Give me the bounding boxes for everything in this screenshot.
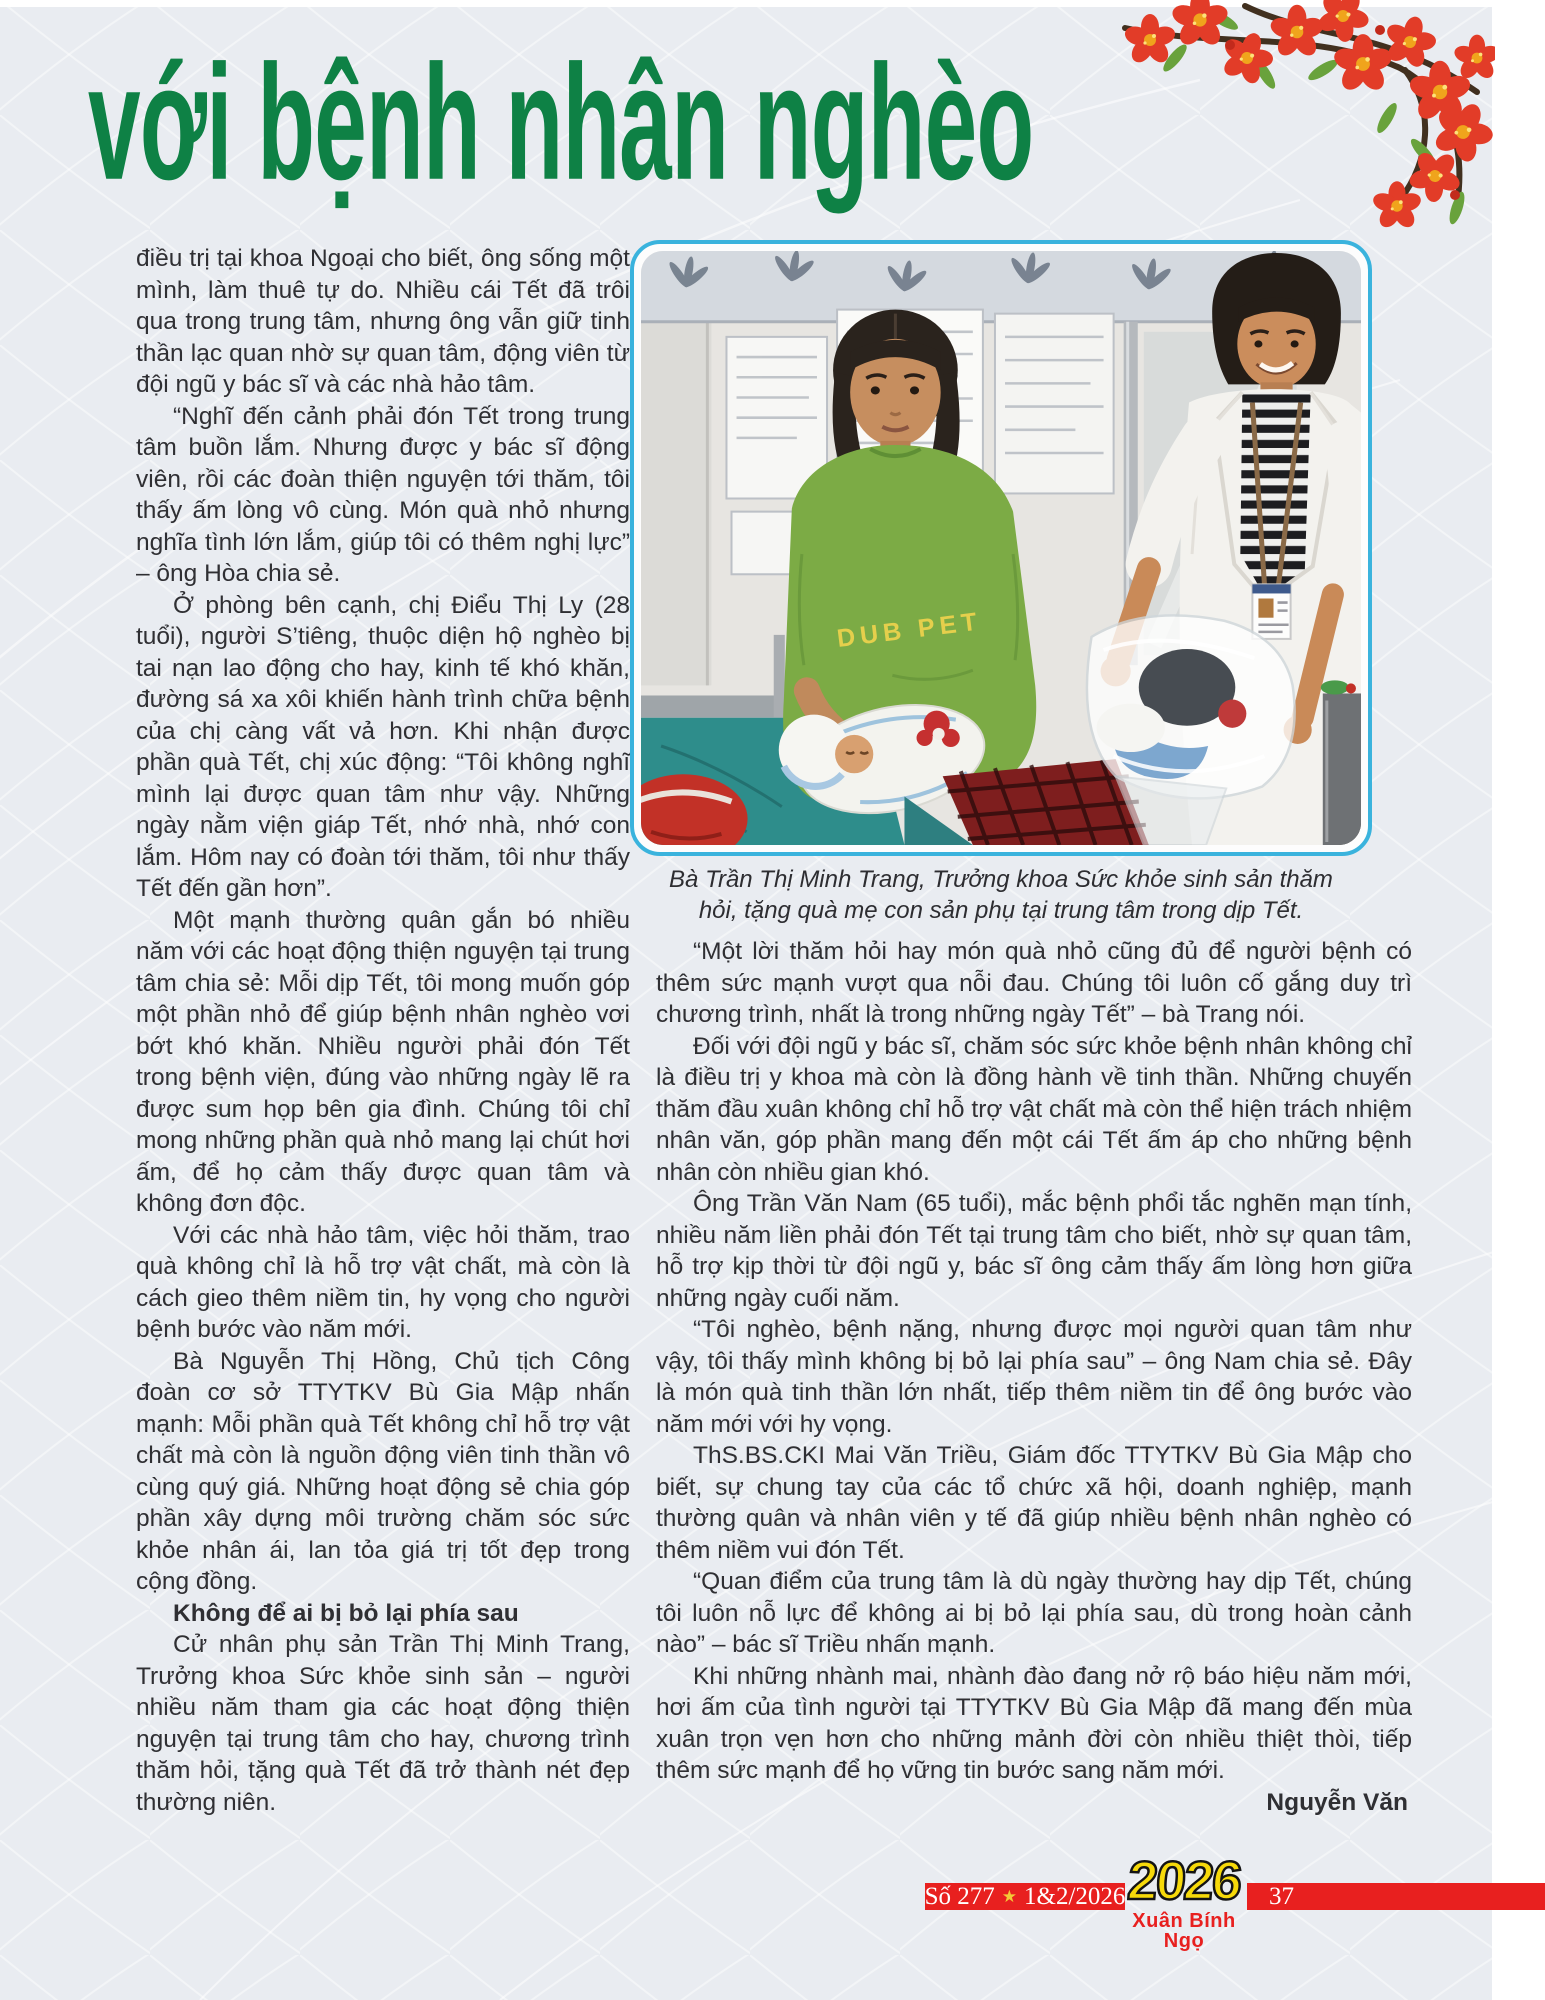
hospital-photo-illustration [641, 251, 1361, 845]
article-photo [630, 240, 1372, 856]
paragraph: “Quan điểm của trung tâm là dù ngày thường hay dịp Tết, chúng tôi luôn nỗ lực để không ai bị bỏ lại phía sau, dù trong hoàn cảnh nào” – bác sĩ Triều nhấn mạnh. [656, 1568, 1412, 1658]
paragraph: Bà Nguyễn Thị Hồng, Chủ tịch Công đoàn cơ sở TTYTKV Bù Gia Mập nhấn mạnh: Mỗi phần quà Tết không chỉ hỗ trợ vật chất mà còn là nguồn động viên tinh thần vô cùng quý giá. Những hoạt động sẻ chia góp phần xây dựng môi trường chăm sóc sức khỏe nhân ái, lan tỏa giá trị tốt đẹp trong cộng đồng. [136, 1347, 630, 1595]
peach-blossom-icon [1105, 0, 1495, 240]
photo-caption-text: Bà Trần Thị Minh Trang, Trưởng khoa Sức khỏe sinh sản thăm hỏi, tặng quà mẹ con sản phụ tại trung tâm trong dịp Tết. [669, 866, 1333, 924]
right-column-paragraphs [656, 936, 1412, 1787]
svg-text:DUB PET: DUB PET [835, 607, 984, 653]
paragraph: Cử nhân phụ sản Trần Thị Minh Trang, Trưởng khoa Sức khỏe sinh sản – người nhiều năm tham gia các hoạt động thiện nguyện tại trung tâm cho hay, chương trình thăm hỏi, tặng quà Tết đã trở thành nét đẹp thường niên. [136, 1631, 630, 1816]
author-byline: Nguyễn Văn [1266, 1788, 1408, 1816]
star-icon: ★ [1001, 1886, 1017, 1906]
year-logo-subtitle: Xuân Bính Ngọ [1132, 1910, 1236, 1952]
paragraph: “Một lời thăm hỏi hay món quà nhỏ cũng đủ để người bệnh có thêm sức mạnh vượt qua nỗi đau. Chúng tôi luôn cố gắng duy trì chương trình, nhất là trong những ngày Tết” – bà Trang nói. [656, 938, 1412, 1028]
paragraph: Một mạnh thường quân gắn bó nhiều năm với các hoạt động thiện nguyện tại trung tâm chia sẻ: Mỗi dịp Tết, tôi mong muốn góp một phần nhỏ để giúp bệnh nhân nghèo vơi bớt khó khăn. Nhiều người phải đón Tết trong bệnh viện, đúng vào những ngày lẽ ra được sum họp bên gia đình. Chúng tôi chỉ mong những phần quà nhỏ mang lại chút hơi ấm, để họ cảm thấy được quan tâm và không đơn độc. [136, 906, 630, 1217]
paragraph: điều trị tại khoa Ngoại cho biết, ông sống một mình, làm thuê tự do. Nhiều cái Tết đã trôi qua trong trung tâm, nhưng ông vẫn giữ tinh thần lạc quan nhờ sự quan tâm, động viên từ đội ngũ y bác sĩ và các nhà hảo tâm. [136, 245, 630, 398]
footer-page-bar [1247, 1883, 1545, 1910]
paragraph: Với các nhà hảo tâm, việc hỏi thăm, trao quà không chỉ là hỗ trợ vật chất, mà còn là cách gieo thêm niềm tin, hy vọng cho người bệnh bước vào năm mới. [136, 1221, 630, 1343]
article-left-column [136, 243, 630, 1818]
paragraph: Ông Trần Văn Nam (65 tuổi), mắc bệnh phổi tắc nghẽn mạn tính, nhiều năm liền phải đón Tết tại trung tâm cho biết, nhờ sự quan tâm, hỗ trợ kịp thời từ đội ngũ y, bác sĩ ông cảm thấy ấm lòng hơn giữa những ngày cuối năm. [656, 1190, 1412, 1312]
paragraph: Ở phòng bên cạnh, chị Điểu Thị Ly (28 tuổi), người S’tiêng, thuộc diện hộ nghèo bị tai nạn lao động cho hay, kinh tế khó khăn, đường sá xa xôi khiến hành trình chữa bệnh của chị càng vất vả hơn. Khi nhận được phần quà Tết, chị xúc động: “Tôi không nghĩ mình lại được quan tâm như vậy. Những ngày nằm viện giáp Tết, nhớ nhà, nhớ con lắm. Hôm nay có đoàn tới thăm, tôi như thấy Tết đến gần hơn”. [136, 591, 630, 902]
footer-issue-bar [925, 1883, 1125, 1910]
paragraph: Đối với đội ngũ y bác sĩ, chăm sóc sức khỏe bệnh nhân không chỉ là điều trị y khoa mà còn là đồng hành về tinh thần. Những chuyến thăm đầu xuân không chỉ hỗ trợ vật chất mà còn thể hiện trách nhiệm nhân văn, góp phần mang đến một cái Tết ấm áp cho những bệnh nhân còn nhiều gian khó. [656, 1032, 1412, 1186]
paragraph: “Tôi nghèo, bệnh nặng, nhưng được mọi người quan tâm như vậy, tôi thấy mình không bị bỏ lại phía sau” – ông Nam chia sẻ. Đây là món quà tinh thần lớn nhất, tiếp thêm niềm tin để ông bước vào năm mới với hy vọng. [656, 1316, 1412, 1438]
page-right-margin [1492, 0, 1545, 2000]
article-right-column [656, 936, 1412, 1818]
year-logo-text: 2026 [1125, 1851, 1243, 1911]
page-number: 37 [1269, 1882, 1294, 1910]
paragraph: “Nghĩ đến cảnh phải đón Tết trong trung tâm buồn lắm. Nhưng được y bác sĩ động viên, rồi các đoàn thiện nguyện tới thăm, tôi thấy ấm lòng vô cùng. Món quà nhỏ nhưng nghĩa tình lớn lắm, giúp tôi có thêm nghị lực” – ông Hòa chia sẻ. [136, 402, 630, 587]
paragraph: Khi những nhành mai, nhành đào đang nở rộ báo hiệu năm mới, hơi ấm của tình người tại TTYTKV Bù Gia Mập đã mang đến mùa xuân trọn vẹn hơn cho những mảnh đời còn nhiều thiệt thòi, tiếp thêm sức mạnh để họ vững tin bước sang năm mới. [656, 1662, 1412, 1784]
issue-number: Số 277 [924, 1882, 995, 1910]
paragraph: Không để ai bị bỏ lại phía sau [173, 1599, 519, 1627]
year-logo [1120, 1851, 1248, 1952]
issue-date: 1&2/2026 [1024, 1882, 1126, 1910]
paragraph: ThS.BS.CKI Mai Văn Triều, Giám đốc TTYTKV Bù Gia Mập cho biết, sự chung tay của các tổ chức xã hội, doanh nghiệp, mạnh thường quân và nhân viên y tế đã giúp nhiều bệnh nhân nghèo có thêm niềm vui đón Tết. [656, 1442, 1412, 1564]
photo-caption [630, 864, 1372, 926]
page-title: với bệnh nhân nghèo [88, 30, 1034, 214]
